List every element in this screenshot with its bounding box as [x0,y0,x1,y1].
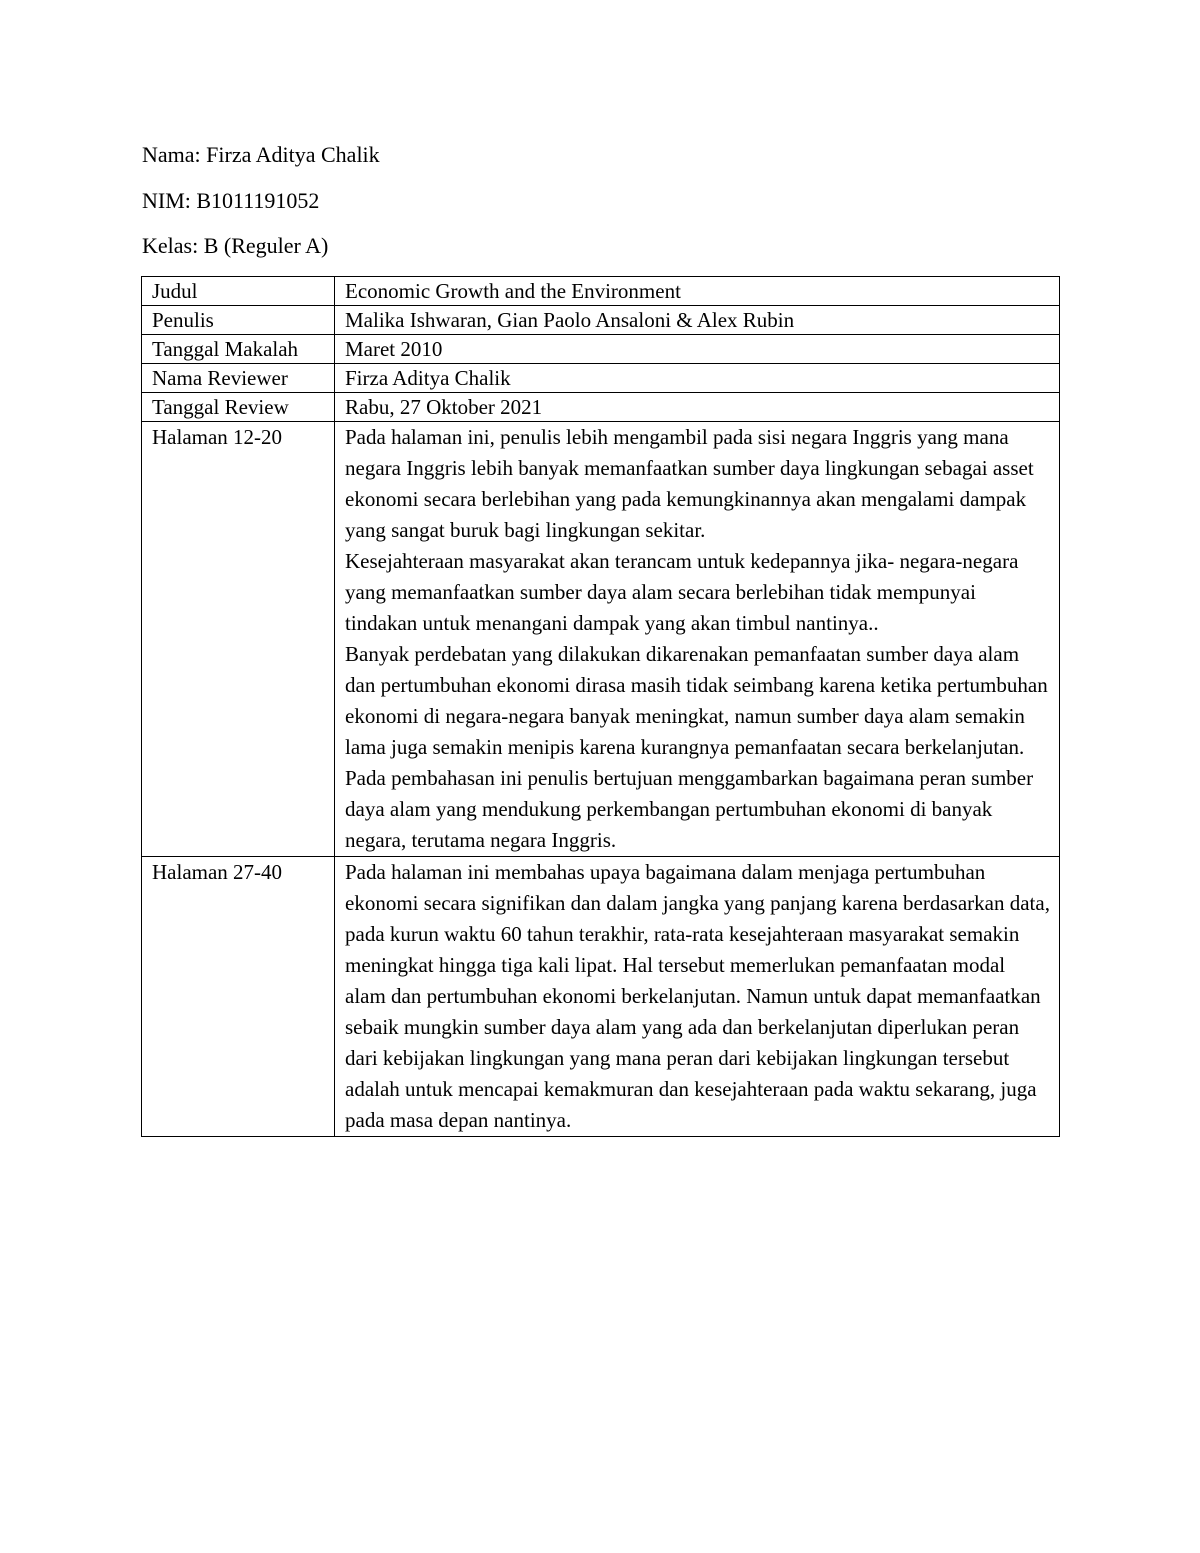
row-value: Malika Ishwaran, Gian Paolo Ansaloni & Alex Rubin [335,306,1060,335]
section-label: Halaman 12-20 [142,422,335,857]
row-tanggal-review [142,393,1060,422]
section-label: Halaman 27-40 [142,857,335,1137]
section-body [335,422,1060,857]
row-label: Judul [142,277,335,306]
section-paragraph: Kesejahteraan masyarakat akan terancam untuk kedepannya jika- negara-negara yang memanfaatkan sumber daya alam secara berlebihan tidak mempunyai tindakan untuk menangani dampak yang akan timbul nantinya.. [345,549,1019,635]
row-judul [142,277,1060,306]
row-halaman-27-40 [142,857,1060,1137]
section-paragraph: Pada halaman ini, penulis lebih mengambil pada sisi negara Inggris yang mana negara Inggris lebih banyak memanfaatkan sumber daya lingkungan sebagai asset ekonomi secara berlebihan yang pada kemungkinannya akan mengalami dampak yang sangat buruk bagi lingkungan sekitar. [345,425,1034,542]
row-value: Maret 2010 [335,335,1060,364]
row-value: Firza Aditya Chalik [335,364,1060,393]
student-class: Kelas: B (Reguler A) [142,233,329,258]
row-value: Economic Growth and the Environment [335,277,1060,306]
student-nim: NIM: B1011191052 [142,188,320,213]
section-body [335,857,1060,1137]
row-label: Nama Reviewer [142,364,335,393]
row-penulis [142,306,1060,335]
row-value: Rabu, 27 Oktober 2021 [335,393,1060,422]
row-label: Tanggal Makalah [142,335,335,364]
section-paragraph: Pada halaman ini membahas upaya bagaimana dalam menjaga pertumbuhan ekonomi secara signifikan dan dalam jangka yang panjang karena berdasarkan data, pada kurun waktu 60 tahun terakhir, rata-rata kesejahteraan masyarakat semakin meningkat hingga tiga kali lipat. Hal tersebut memerlukan pemanfaatan modal alam dan pertumbuhan ekonomi berkelanjutan. Namun untuk dapat memanfaatkan sebaik mungkin sumber daya alam yang ada dan berkelanjutan diperlukan peran dari kebijakan lingkungan yang mana peran dari kebijakan lingkungan tersebut adalah untuk mencapai kemakmuran dan kesejahteraan pada waktu sekarang, juga pada masa depan nantinya. [345,860,1050,1132]
row-label: Tanggal Review [142,393,335,422]
row-label: Penulis [142,306,335,335]
row-halaman-12-20 [142,422,1060,857]
review-table [141,276,1060,1137]
row-tanggal-makalah [142,335,1060,364]
student-name: Nama: Firza Aditya Chalik [142,142,380,167]
section-paragraph: Banyak perdebatan yang dilakukan dikarenakan pemanfaatan sumber daya alam dan pertumbuhan ekonomi dirasa masih tidak seimbang karena ketika pertumbuhan ekonomi di negara-negara banyak meningkat, namun sumber daya alam semakin lama juga semakin menipis karena kurangnya pemanfaatan secara berkelanjutan. [345,642,1048,759]
section-paragraph: Pada pembahasan ini penulis bertujuan menggambarkan bagaimana peran sumber daya alam yang mendukung perkembangan pertumbuhan ekonomi di banyak negara, terutama negara Inggris. [345,766,1034,852]
row-nama-reviewer [142,364,1060,393]
